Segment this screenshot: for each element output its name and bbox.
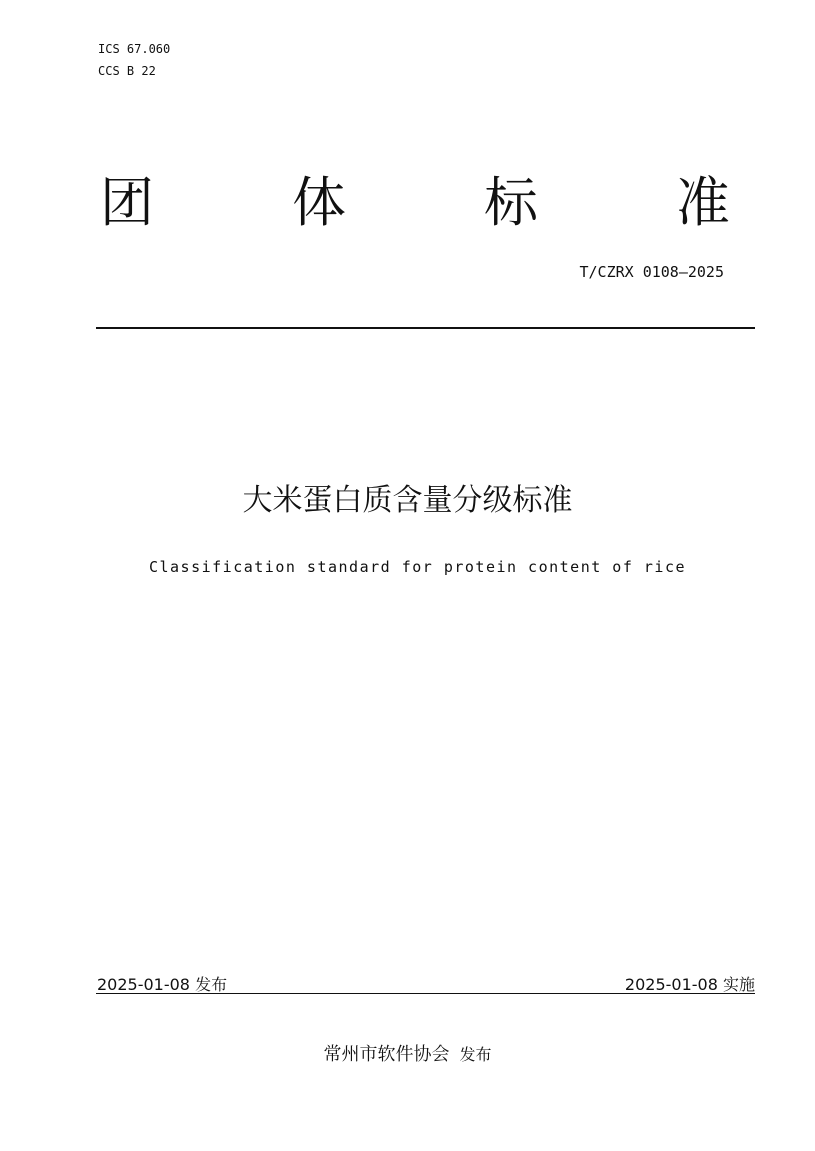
document-type-char-1: 团 (100, 171, 154, 234)
document-type-char-3: 标 (484, 171, 538, 234)
ics-code: ICS 67.060 (98, 42, 171, 56)
implementation-date: 2025-01-08 实施 (624, 975, 755, 994)
footer-divider (96, 993, 755, 994)
document-type-heading (96, 172, 760, 234)
ccs-code: CCS B 22 (98, 64, 156, 78)
document-title-english: Classification standard for protein content of rice (148, 558, 687, 576)
issuer-line (0, 1042, 815, 1068)
document-type-char-2: 体 (292, 171, 346, 234)
issuer-suffix: 发布 (459, 1045, 492, 1064)
header-divider (96, 327, 755, 329)
standard-number: T/CZRX 0108—2025 (579, 263, 724, 281)
document-type-char-4: 准 (676, 171, 730, 234)
document-title-chinese: 大米蛋白质含量分级标准 (242, 483, 573, 518)
issuer-name: 常州市软件协会 (323, 1044, 450, 1065)
publish-date: 2025-01-08 发布 (97, 975, 228, 994)
